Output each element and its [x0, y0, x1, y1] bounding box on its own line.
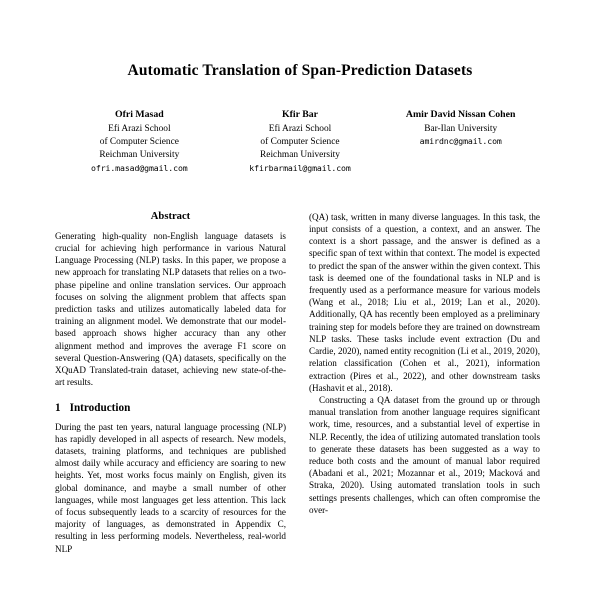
author-name: Kfir Bar — [282, 108, 319, 120]
section-heading-introduction — [55, 402, 286, 414]
abstract-heading: Abstract — [150, 210, 191, 222]
author-affiliation-line: Reichman University — [260, 150, 340, 161]
paragraph: During the past ten years, natural language processing (NLP) has rapidly developed in all aspects of research. New models, datasets, training platforms, and techniques are published almost daily while accuracy and efficiency are soaring to new heights. Yet, most works focus mainly on English, given its global dominance, and maybe a small number of other languages, while most languages get less attention. This lack of focus subsequently leads to a scarcity of resources for the majority of languages, as demonstrated in Appendix C, resulting in less performing models. Nevertheless, real-world NLP — [55, 421, 286, 554]
author-affiliation-line: of Computer Science — [99, 136, 179, 147]
author-name: Ofri Masad — [114, 108, 164, 120]
section-number: 1 — [55, 401, 61, 414]
column-right — [309, 211, 540, 555]
column-left — [55, 211, 286, 555]
author-affiliation-line: of Computer Science — [260, 136, 340, 147]
author-email[interactable]: kfirbarmail@gmail.com — [249, 163, 351, 174]
abstract-text: Generating high-quality non-English language datasets is crucial for achieving high performance in various Natural Language Processing (NLP) tasks. In this paper, we propose a new approach for translating NLP datasets that relies on a two-phase pipeline and online translation services. Our approach focuses on solving the alignment problem that affects span prediction tasks and utilizes automatically labeled data for training an alignment model. We demonstrate that our model-based approach shows higher accuracy than any other alignment method and improves the average F1 score on several Question-Answering (QA) datasets, specifically on the XQuAD Translated-train dataset, achieving new state-of-the-art results. — [55, 230, 286, 388]
paragraph: Constructing a QA dataset from the ground up or through manual translation from another language requires significant work, time, resources, and a substantial level of expertise in NLP. Recently, the idea of utilizing automated translation tools to generate these datasets has been suggested as a way to reduce both costs and the amount of manual labor required (Abadani et al., 2021; Mozannar et al., 2019; Macková and Straka, 2020). Using automated translation tools in such settings presents challenges, which can often compromise the over- — [309, 394, 540, 515]
author-entry — [59, 108, 220, 175]
author-affiliation-line: Efi Arazi School — [268, 123, 332, 134]
body-columns — [55, 211, 545, 555]
author-email[interactable]: amirdnc@gmail.com — [419, 136, 502, 147]
author-affiliation-line: Reichman University — [99, 150, 180, 161]
author-affiliation-line: Efi Arazi School — [108, 123, 171, 134]
page-title: Automatic Translation of Span-Prediction Datasets — [127, 62, 473, 79]
author-entry — [380, 108, 541, 148]
author-list — [55, 108, 545, 175]
paragraph: (QA) task, written in many diverse languages. In this task, the input consists of a question, a context, and an answer. The context is a short passage, and the answer is defined as a specific span of text within that context. The model is expected to predict the span of the answer within the given context. This task is deemed one of the foundational tasks in NLP and is frequently used as a performance measure for various models (Wang et al., 2018; Liu et al., 2019; Lan et al., 2020). Additionally, QA has recently been employed as a preliminary training step for models before they are trained on downstream NLP tasks. These tasks include event extraction (Du and Cardie, 2020), named entity recognition (Li et al., 2019, 2020), relation classification (Cohen et al., 2021), information extraction (Pires et al., 2022), and other downstream tasks (Hashavit et al., 2018). — [309, 211, 540, 393]
author-affiliation-line: Bar-Ilan University — [424, 123, 498, 134]
author-entry — [220, 108, 381, 175]
section-title: Introduction — [69, 401, 131, 414]
author-name: Amir David Nissan Cohen — [405, 108, 516, 120]
author-email[interactable]: ofri.masad@gmail.com — [91, 163, 188, 174]
